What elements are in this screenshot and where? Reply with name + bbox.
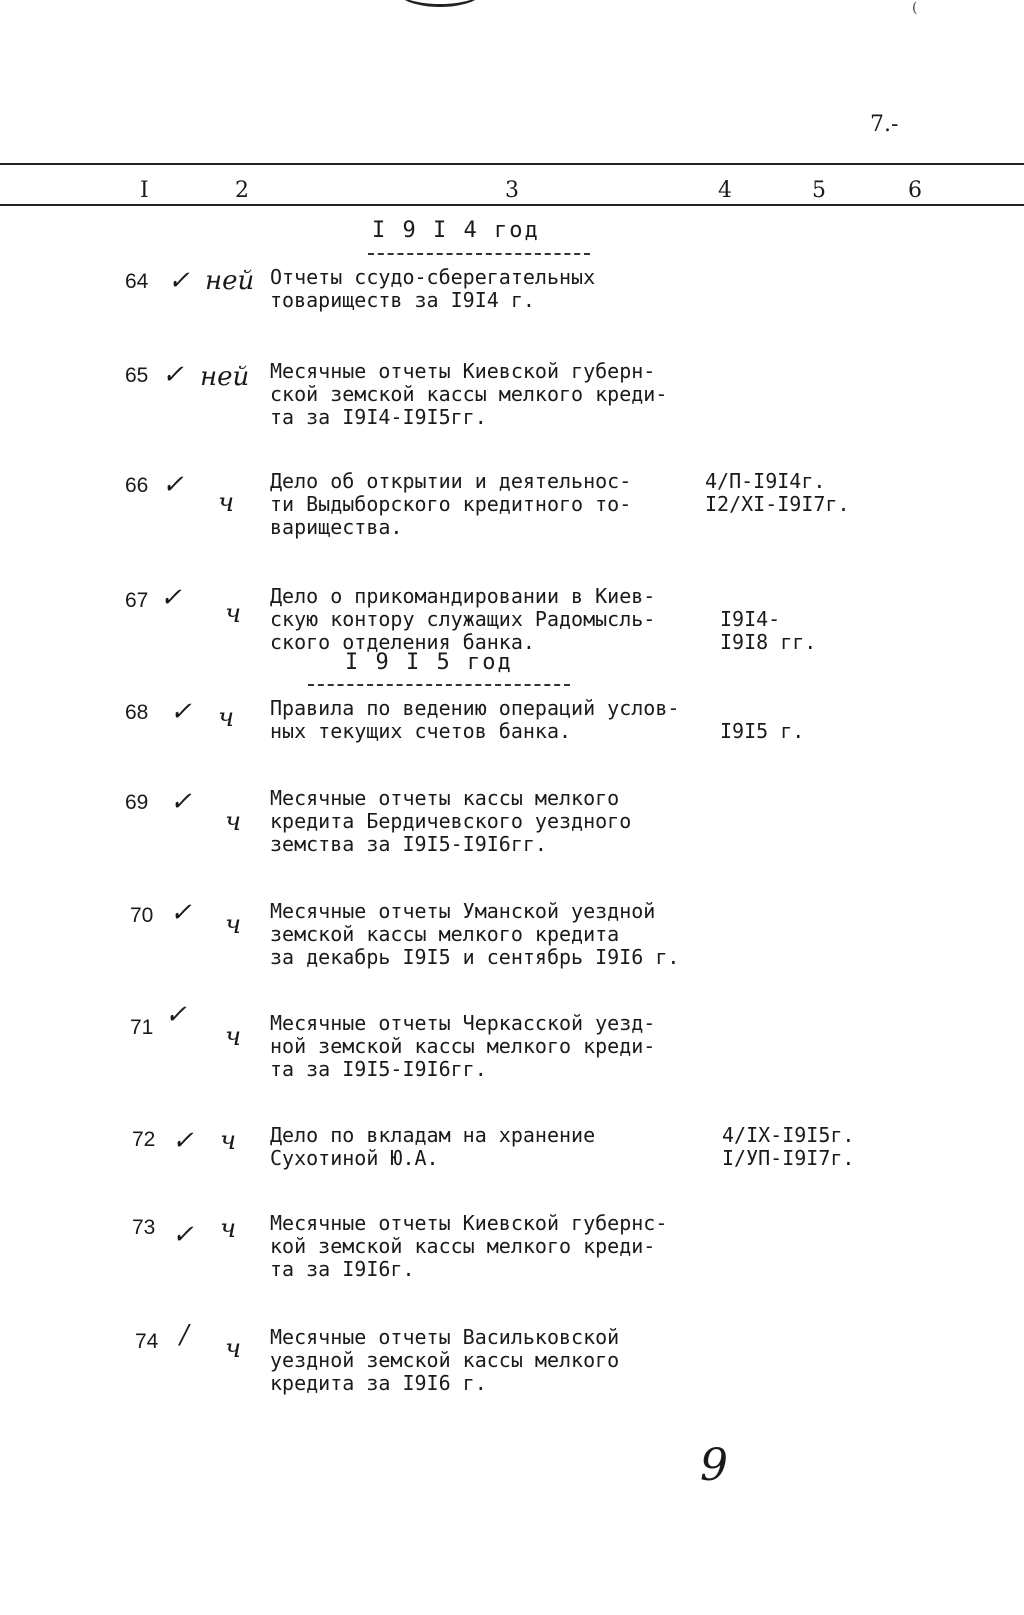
item-description: Месячные отчеты Васильковской уездной земской кассы мелкого кредита за I9I6 г. [270, 1325, 620, 1395]
handwritten-note: ч [218, 703, 235, 733]
item-date: 4/IX-I9I5г. I/УП-I9I7г. [722, 1123, 855, 1170]
year-underline-1914 [368, 253, 590, 255]
column-header-2: 2 [235, 178, 249, 203]
table-top-rule [0, 163, 1024, 165]
inventory-row [0, 359, 1024, 429]
item-description: Дело об открытии и деятельнос- ти Выдыборского кредитного то- варищества. [270, 469, 632, 539]
check-mark-icon: ✓ [170, 697, 192, 727]
inventory-row [0, 898, 1024, 969]
handwritten-note: ч [220, 1126, 237, 1156]
binding-hole-mark [395, 0, 485, 7]
check-mark-icon: ✓ [172, 1220, 194, 1250]
check-mark-icon: ✓ [160, 583, 182, 613]
inventory-row [0, 696, 1024, 743]
item-number: 73 [132, 1216, 156, 1239]
item-description: Отчеты ссудо-сберегательных товариществ за I9I4 г. [270, 265, 596, 312]
inventory-row [0, 469, 1024, 539]
item-number: 65 [125, 364, 149, 387]
item-description: Месячные отчеты Киевской губерн- ской земской кассы мелкого креди- та за I9I4-I9I5гг. [270, 359, 668, 429]
item-description: Месячные отчеты Черкасской уезд- ной земской кассы мелкого креди- та за I9I5-I9I6гг. [270, 1011, 656, 1081]
table-header-rule [0, 204, 1024, 206]
check-mark-icon: ✓ [170, 787, 192, 817]
edge-mark: ( [912, 0, 918, 16]
column-header-5: 5 [812, 178, 826, 203]
item-number: 72 [132, 1128, 156, 1151]
item-date: I9I5 г. [720, 719, 805, 743]
item-date: 4/П-I9I4г. I2/XI-I9I7г. [705, 469, 850, 516]
item-description: Месячные отчеты Уманской уездной земской кассы мелкого кредита за декабрь I9I5 и сентябрь I9I6 г. [270, 899, 680, 969]
handwritten-note: ней [205, 266, 255, 296]
handwritten-note: ней [200, 362, 250, 392]
inventory-row [0, 1320, 1024, 1395]
handwritten-note: ч [225, 807, 242, 837]
item-description: Дело по вкладам на хранение Сухотиной Ю.А. [270, 1123, 596, 1170]
inventory-row [0, 1211, 1024, 1281]
year-underline-1915 [308, 684, 570, 686]
column-header-4: 4 [718, 178, 732, 203]
check-mark-icon: ✓ [170, 898, 192, 928]
check-mark-icon: / [180, 1320, 189, 1350]
inventory-row [0, 1000, 1024, 1081]
item-number: 68 [125, 701, 149, 724]
inventory-row [0, 583, 1024, 654]
handwritten-note: ч [218, 488, 235, 518]
inventory-row [0, 265, 1024, 312]
column-header-3: 3 [505, 178, 519, 203]
handwritten-note: ч [225, 910, 242, 940]
check-mark-icon: ✓ [172, 1126, 194, 1156]
year-heading-1914: I 9 I 4 год [372, 218, 540, 243]
item-number: 74 [135, 1330, 159, 1353]
item-number: 71 [130, 1016, 154, 1039]
handwritten-note: ч [225, 1334, 242, 1364]
check-mark-icon: ✓ [162, 470, 184, 500]
column-header-1: I [140, 178, 149, 203]
handwritten-sheet-number: 9 [700, 1440, 728, 1491]
check-mark-icon: ✓ [162, 360, 184, 390]
column-header-6: 6 [908, 178, 922, 203]
handwritten-note: ч [225, 599, 242, 629]
check-mark-icon: ✓ [168, 266, 190, 296]
handwritten-note: ч [225, 1022, 242, 1052]
item-description: Дело о прикомандировании в Киев- скую контору служащих Радомысль- ского отделения банка. [270, 584, 656, 654]
inventory-row [0, 786, 1024, 856]
item-date: I9I4- I9I8 гг. [720, 607, 817, 654]
item-description: Правила по ведению операций услов- ных текущих счетов банка. [270, 696, 680, 743]
check-mark-icon: ✓ [165, 1000, 187, 1030]
item-description: Месячные отчеты Киевской губернс- кой земской кассы мелкого креди- та за I9I6г. [270, 1211, 668, 1281]
item-description: Месячные отчеты кассы мелкого кредита Бердичевского уездного земства за I9I5-I9I6гг. [270, 786, 632, 856]
year-heading-1915: I 9 I 5 год [345, 650, 513, 675]
handwritten-note: ч [220, 1214, 237, 1244]
page-number: 7.- [870, 112, 899, 137]
item-number: 70 [130, 904, 154, 927]
inventory-row [0, 1123, 1024, 1170]
item-number: 67 [125, 589, 149, 612]
item-number: 66 [125, 474, 149, 497]
item-number: 64 [125, 270, 149, 293]
item-number: 69 [125, 791, 149, 814]
